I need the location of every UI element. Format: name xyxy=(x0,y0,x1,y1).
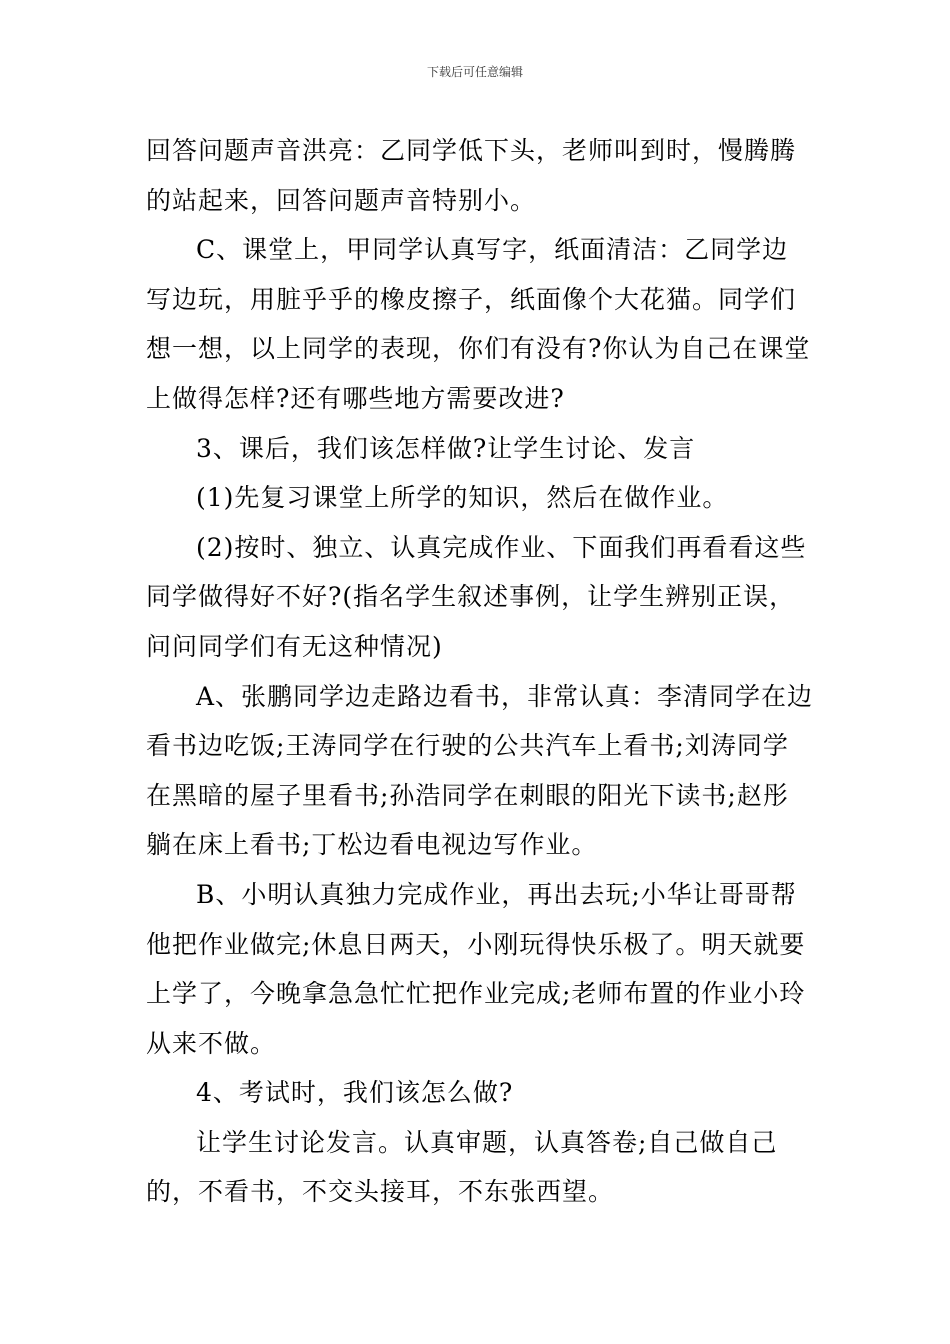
paragraph: B、小明认真独力完成作业，再出去玩;小华让哥哥帮他把作业做完;休息日两天，小刚玩得快乐极了。明天就要上学了，今晚拿急急忙忙把作业完成;老师布置的作业小玲从来不做。 xyxy=(146,879,806,1058)
paragraph: 让学生讨论发言。认真审题，认真答卷;自己做自己的，不看书，不交头接耳，不东张西望。 xyxy=(146,1127,778,1207)
paragraph: (2)按时、独立、认真完成作业、下面我们再看看这些同学做得好不好?(指名学生叙述事例，让学生辨别正误，问问同学们有无这种情况) xyxy=(146,532,807,661)
paragraph: 回答问题声音洪亮：乙同学低下头，老师叫到时，慢腾腾的站起来，回答问题声音特别小。 xyxy=(146,136,797,215)
paragraph: C、课堂上，甲同学认真写字，纸面清洁：乙同学边写边玩，用脏乎乎的橡皮擦子，纸面像个大花猫。同学们想一想，以上同学的表现，你们有没有?你认为自己在课堂上做得怎样?还有哪些地方需要改进? xyxy=(146,235,811,413)
paragraph: (1)先复习课堂上所学的知识，然后在做作业。 xyxy=(196,483,729,513)
paragraph: 3、课后，我们该怎样做?让学生讨论、发言 xyxy=(196,433,696,463)
page-header: 下载后可任意编辑 xyxy=(426,65,523,79)
document-body xyxy=(146,126,814,1217)
paragraph: A、张鹏同学边走路边看书，非常认真：李清同学在边看书边吃饭;王涛同学在行驶的公共汽车上看书;刘涛同学在黑暗的屋子里看书;孙浩同学在刺眼的阳光下读书;赵彤躺在床上看书;丁松边看电视边写作业。 xyxy=(146,681,814,860)
paragraph: 4、考试时，我们该怎么做? xyxy=(196,1078,514,1108)
